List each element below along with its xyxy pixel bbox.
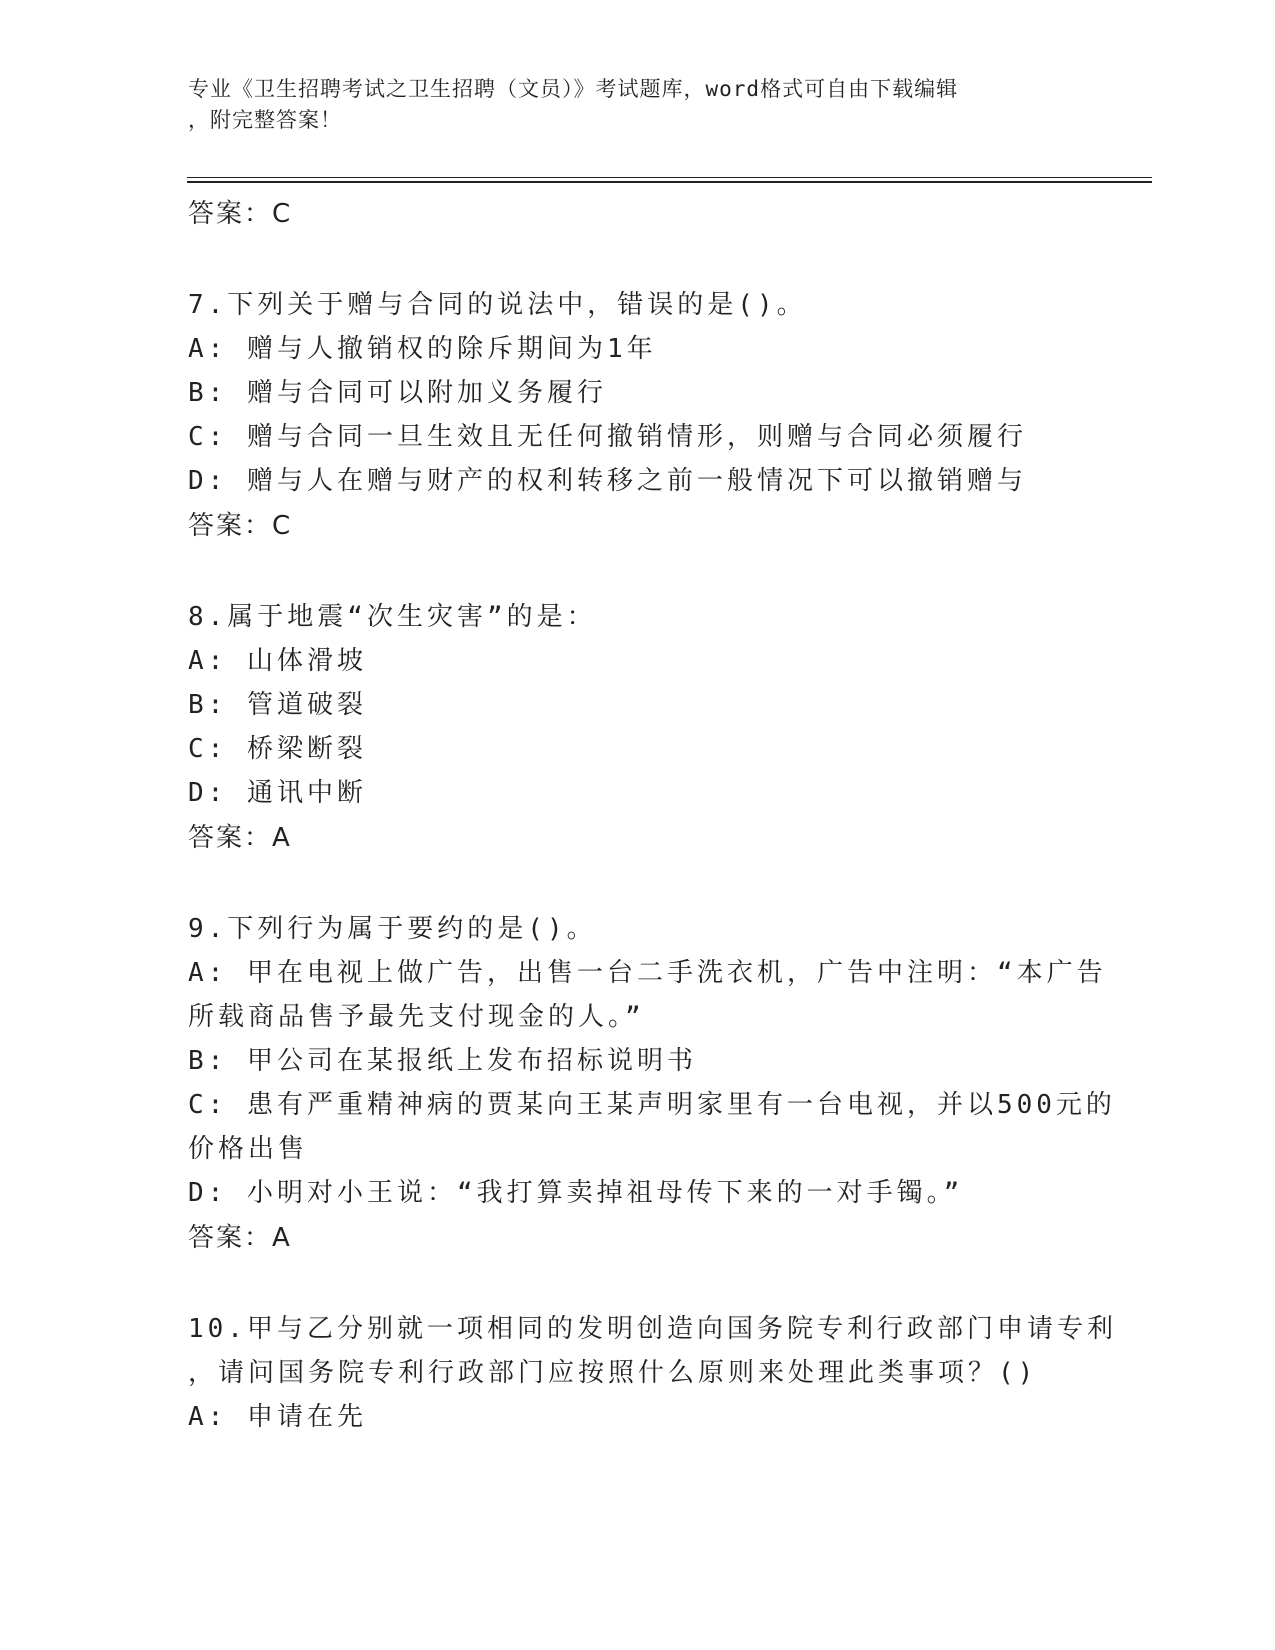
question-9-option-c-line-2: 价格出售: [188, 1134, 309, 1164]
question-8-option-b: B: 管道破裂: [188, 690, 367, 720]
document-header: [188, 74, 1068, 136]
question-8-option-c: C: 桥梁断裂: [188, 734, 367, 764]
question-7-option-d: D: 赠与人在赠与财产的权利转移之前一般情况下可以撤销赠与: [188, 466, 1027, 496]
question-7-option-c: C: 赠与合同一旦生效且无任何撤销情形，则赠与合同必须履行: [188, 422, 1027, 452]
question-9-option-c-line-1: C: 患有严重精神病的贾某向王某声明家里有一台电视，并以500元的: [188, 1090, 1116, 1120]
question-8-stem: 8.属于地震“次生灾害”的是：: [188, 602, 597, 632]
question-9-option-a-line-2: 所载商品售予最先支付现金的人。”: [188, 1002, 645, 1032]
question-9-option-b: B: 甲公司在某报纸上发布招标说明书: [188, 1046, 697, 1076]
answer-q8: 答案：A: [188, 823, 292, 853]
question-9-stem: 9.下列行为属于要约的是()。: [188, 914, 597, 944]
question-10-stem-line-1: 10.甲与乙分别就一项相同的发明创造向国务院专利行政部门申请专利: [188, 1314, 1117, 1344]
question-8-option-d: D: 通讯中断: [188, 778, 367, 808]
question-7-option-a: A: 赠与人撤销权的除斥期间为1年: [188, 334, 657, 364]
question-8-option-a: A: 山体滑坡: [188, 646, 367, 676]
header-divider: [187, 177, 1152, 183]
answer-q6: 答案：C: [188, 199, 293, 229]
question-10-stem-line-2: ，请问国务院专利行政部门应按照什么原则来处理此类事项？(): [188, 1358, 1038, 1388]
answer-q7: 答案：C: [188, 511, 293, 541]
question-7-option-b: B: 赠与合同可以附加义务履行: [188, 378, 607, 408]
question-9-option-d: D: 小明对小王说：“我打算卖掉祖母传下来的一对手镯。”: [188, 1178, 964, 1208]
answer-q9: 答案：A: [188, 1223, 292, 1253]
question-10-option-a: A: 申请在先: [188, 1402, 367, 1432]
header-line-1: 专业《卫生招聘考试之卫生招聘（文员）》考试题库，word格式可自由下载编辑: [188, 77, 959, 101]
header-line-2: ，附完整答案！: [188, 108, 342, 132]
question-9-option-a-line-1: A: 甲在电视上做广告，出售一台二手洗衣机，广告中注明：“本广告: [188, 958, 1107, 988]
question-7-stem: 7.下列关于赠与合同的说法中，错误的是()。: [188, 290, 807, 320]
